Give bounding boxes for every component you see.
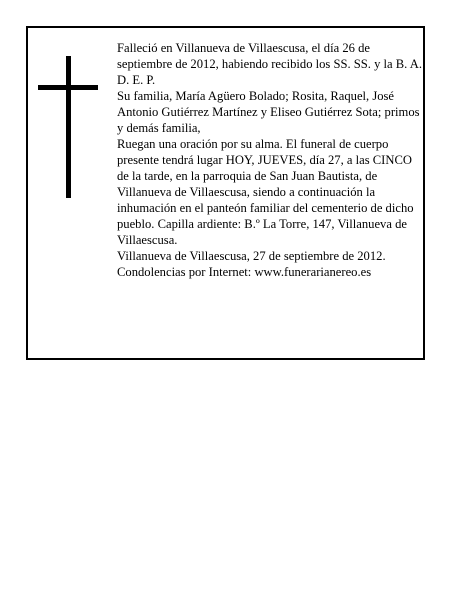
death-announcement: Falleció en Villanueva de Villaescusa, el día 26 de septiembre de 2012, habiendo recibido los SS. SS. y la B. A. (117, 41, 423, 71)
condolences-line: Condolencias por Internet: www.funerarianereo.es (117, 265, 372, 279)
obituary-notice (26, 26, 425, 360)
funeral-details: Ruegan una oración por su alma. El funeral de cuerpo presente tendrá lugar HOY, JUEVES, día 27, a las CINCO de la tarde, en la parroquia de San Juan Bautista, de Villanueva de Villaescusa, siendo a continuación la inhumación en el panteón familiar del cementerio de dicho pueblo. Capilla ardiente: B.º La Torre, 147, Villanueva de Villaescusa. (117, 137, 414, 247)
cross-icon (38, 56, 98, 198)
cross-horizontal-bar (38, 85, 98, 90)
obituary-text (117, 40, 423, 280)
family-list: Su familia, María Agüero Bolado; Rosita, Raquel, José Antonio Gutiérrez Martínez y Eliseo Gutiérrez Sota; primos y demás familia, (117, 89, 420, 135)
cross-vertical-bar (66, 56, 71, 198)
place-and-date: Villanueva de Villaescusa, 27 de septiembre de 2012. (117, 249, 386, 263)
rip-line: D. E. P. (117, 73, 156, 87)
